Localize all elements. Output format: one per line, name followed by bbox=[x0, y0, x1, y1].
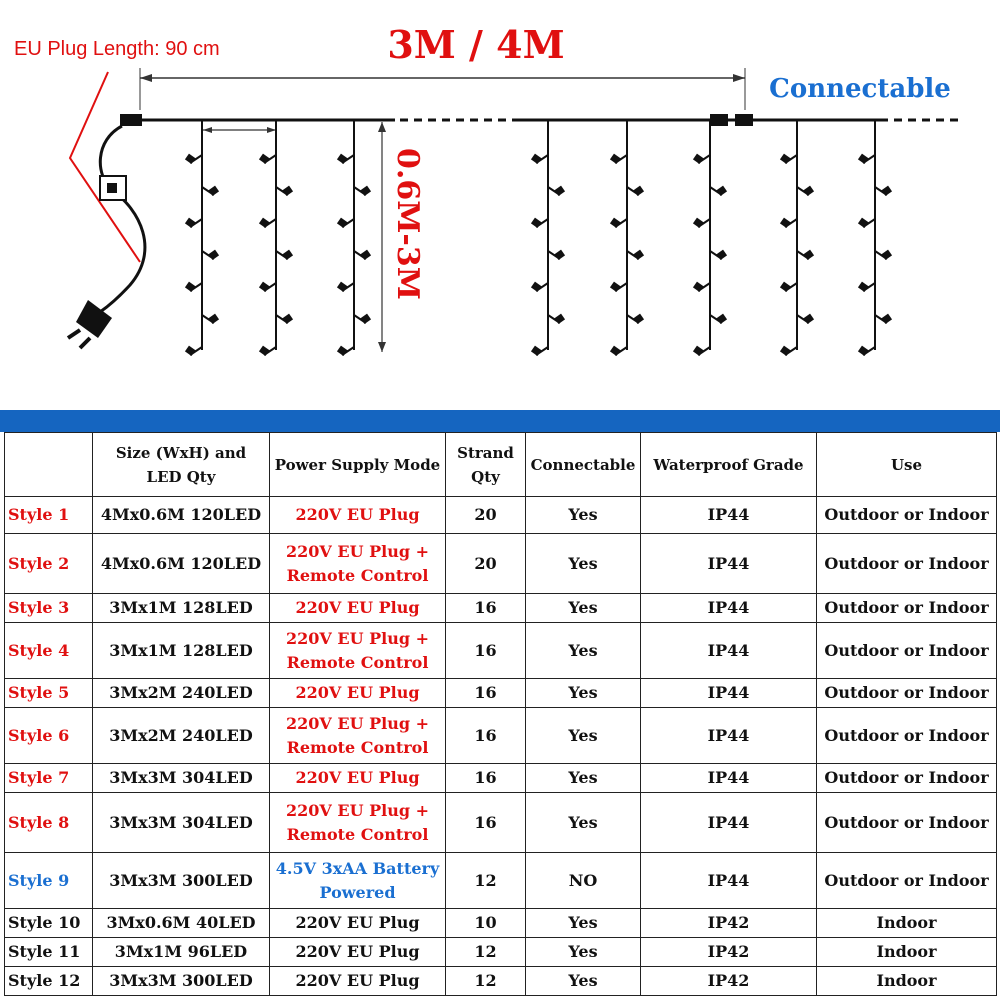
cell-grade: IP44 bbox=[641, 679, 817, 708]
cell-connectable: Yes bbox=[526, 937, 641, 966]
cell-power: 220V EU Plug + Remote Control bbox=[270, 623, 446, 679]
led-bulb-icon bbox=[208, 314, 219, 324]
cell-size: 3Mx3M 304LED bbox=[93, 764, 270, 793]
cell-style: Style 10 bbox=[5, 908, 93, 937]
cell-connectable: NO bbox=[526, 853, 641, 909]
spec-table bbox=[4, 432, 997, 996]
header-power: Power Supply Mode bbox=[270, 433, 446, 497]
icicle-light-diagram bbox=[0, 0, 1000, 410]
cell-style: Style 6 bbox=[5, 708, 93, 764]
header-use: Use bbox=[817, 433, 997, 497]
cell-strand: 16 bbox=[446, 793, 526, 853]
blue-divider-band bbox=[0, 410, 1000, 432]
cell-style: Style 12 bbox=[5, 966, 93, 995]
cell-size: 3Mx3M 300LED bbox=[93, 853, 270, 909]
plug-pointer-line bbox=[70, 72, 140, 262]
cell-style: Style 7 bbox=[5, 764, 93, 793]
cell-grade: IP44 bbox=[641, 623, 817, 679]
led-bulb-icon bbox=[337, 154, 348, 164]
cell-style: Style 2 bbox=[5, 534, 93, 594]
cell-strand: 12 bbox=[446, 937, 526, 966]
cell-style: Style 11 bbox=[5, 937, 93, 966]
cell-strand: 20 bbox=[446, 534, 526, 594]
cell-use: Outdoor or Indoor bbox=[817, 534, 997, 594]
cell-strand: 12 bbox=[446, 966, 526, 995]
table-row bbox=[5, 764, 997, 793]
led-bulb-icon bbox=[259, 346, 270, 356]
cell-use: Outdoor or Indoor bbox=[817, 679, 997, 708]
cell-power: 220V EU Plug + Remote Control bbox=[270, 793, 446, 853]
cell-connectable: Yes bbox=[526, 497, 641, 534]
cell-grade: IP44 bbox=[641, 708, 817, 764]
cell-size: 3Mx1M 128LED bbox=[93, 594, 270, 623]
cell-grade: IP44 bbox=[641, 793, 817, 853]
led-bulb-icon bbox=[803, 186, 814, 196]
cell-power: 220V EU Plug bbox=[270, 908, 446, 937]
table-row bbox=[5, 793, 997, 853]
cell-grade: IP42 bbox=[641, 908, 817, 937]
cell-strand: 12 bbox=[446, 853, 526, 909]
cell-connectable: Yes bbox=[526, 793, 641, 853]
led-bulb-icon bbox=[282, 186, 293, 196]
cell-style: Style 4 bbox=[5, 623, 93, 679]
header-strand: Strand Qty bbox=[446, 433, 526, 497]
table-row bbox=[5, 497, 997, 534]
cell-grade: IP44 bbox=[641, 497, 817, 534]
header-style bbox=[5, 433, 93, 497]
cell-power: 220V EU Plug bbox=[270, 497, 446, 534]
led-bulb-icon bbox=[858, 218, 869, 228]
cell-power: 220V EU Plug bbox=[270, 594, 446, 623]
led-bulb-icon bbox=[360, 186, 371, 196]
led-bulb-icon bbox=[693, 218, 704, 228]
led-bulb-icon bbox=[554, 250, 565, 260]
connectable-label: Connectable bbox=[769, 74, 951, 104]
led-bulb-icon bbox=[360, 314, 371, 324]
led-strands bbox=[185, 120, 892, 356]
led-bulb-icon bbox=[610, 282, 621, 292]
led-bulb-icon bbox=[633, 314, 644, 324]
cell-power: 4.5V 3xAA Battery Powered bbox=[270, 853, 446, 909]
header-size: Size (WxH) and LED Qty bbox=[93, 433, 270, 497]
cell-power: 220V EU Plug + Remote Control bbox=[270, 708, 446, 764]
led-bulb-icon bbox=[337, 282, 348, 292]
cell-style: Style 3 bbox=[5, 594, 93, 623]
cell-use: Indoor bbox=[817, 937, 997, 966]
cell-power: 220V EU Plug + Remote Control bbox=[270, 534, 446, 594]
led-bulb-icon bbox=[610, 218, 621, 228]
cell-size: 3Mx1M 96LED bbox=[93, 937, 270, 966]
table-header-row bbox=[5, 433, 997, 497]
table-row bbox=[5, 623, 997, 679]
cell-grade: IP42 bbox=[641, 937, 817, 966]
led-bulb-icon bbox=[531, 218, 542, 228]
cell-size: 3Mx2M 240LED bbox=[93, 708, 270, 764]
cell-connectable: Yes bbox=[526, 679, 641, 708]
cell-use: Outdoor or Indoor bbox=[817, 497, 997, 534]
cell-strand: 16 bbox=[446, 594, 526, 623]
cell-use: Outdoor or Indoor bbox=[817, 623, 997, 679]
cell-size: 3Mx2M 240LED bbox=[93, 679, 270, 708]
led-bulb-icon bbox=[633, 250, 644, 260]
cell-style: Style 5 bbox=[5, 679, 93, 708]
table-row bbox=[5, 594, 997, 623]
cell-grade: IP42 bbox=[641, 966, 817, 995]
led-bulb-icon bbox=[208, 250, 219, 260]
table-row bbox=[5, 908, 997, 937]
cell-power: 220V EU Plug bbox=[270, 966, 446, 995]
cell-connectable: Yes bbox=[526, 623, 641, 679]
cell-use: Outdoor or Indoor bbox=[817, 853, 997, 909]
height-label: 0.6M-3M bbox=[390, 148, 425, 300]
cell-strand: 16 bbox=[446, 708, 526, 764]
led-bulb-icon bbox=[554, 186, 565, 196]
table-row bbox=[5, 853, 997, 909]
led-bulb-icon bbox=[259, 218, 270, 228]
width-label: 3M / 4M bbox=[387, 22, 565, 67]
cell-size: 4Mx0.6M 120LED bbox=[93, 497, 270, 534]
led-bulb-icon bbox=[531, 346, 542, 356]
led-bulb-icon bbox=[858, 346, 869, 356]
cell-size: 3Mx3M 304LED bbox=[93, 793, 270, 853]
cell-strand: 16 bbox=[446, 764, 526, 793]
led-bulb-icon bbox=[282, 250, 293, 260]
table-row bbox=[5, 534, 997, 594]
cell-connectable: Yes bbox=[526, 966, 641, 995]
cell-grade: IP44 bbox=[641, 853, 817, 909]
led-bulb-icon bbox=[881, 250, 892, 260]
table-row bbox=[5, 679, 997, 708]
cell-power: 220V EU Plug bbox=[270, 679, 446, 708]
cell-connectable: Yes bbox=[526, 708, 641, 764]
cell-style: Style 9 bbox=[5, 853, 93, 909]
led-bulb-icon bbox=[259, 154, 270, 164]
cell-grade: IP44 bbox=[641, 534, 817, 594]
cell-size: 3Mx1M 128LED bbox=[93, 623, 270, 679]
cell-size: 3Mx0.6M 40LED bbox=[93, 908, 270, 937]
cell-style: Style 8 bbox=[5, 793, 93, 853]
led-bulb-icon bbox=[633, 186, 644, 196]
led-bulb-icon bbox=[693, 346, 704, 356]
led-bulb-icon bbox=[185, 346, 196, 356]
led-bulb-icon bbox=[716, 186, 727, 196]
connector-icon bbox=[710, 114, 728, 126]
cell-use: Outdoor or Indoor bbox=[817, 594, 997, 623]
cell-power: 220V EU Plug bbox=[270, 937, 446, 966]
led-bulb-icon bbox=[610, 154, 621, 164]
cell-strand: 16 bbox=[446, 679, 526, 708]
led-bulb-icon bbox=[610, 346, 621, 356]
header-grade: Waterproof Grade bbox=[641, 433, 817, 497]
led-bulb-icon bbox=[803, 250, 814, 260]
led-bulb-icon bbox=[716, 250, 727, 260]
plug-length-label: EU Plug Length: 90 cm bbox=[14, 38, 220, 60]
cell-use: Outdoor or Indoor bbox=[817, 708, 997, 764]
led-bulb-icon bbox=[693, 154, 704, 164]
led-bulb-icon bbox=[780, 154, 791, 164]
cell-strand: 20 bbox=[446, 497, 526, 534]
cell-strand: 16 bbox=[446, 623, 526, 679]
cell-use: Outdoor or Indoor bbox=[817, 764, 997, 793]
cell-size: 4Mx0.6M 120LED bbox=[93, 534, 270, 594]
led-bulb-icon bbox=[531, 154, 542, 164]
led-bulb-icon bbox=[780, 282, 791, 292]
led-bulb-icon bbox=[360, 250, 371, 260]
cell-grade: IP44 bbox=[641, 594, 817, 623]
led-bulb-icon bbox=[208, 186, 219, 196]
cell-connectable: Yes bbox=[526, 594, 641, 623]
cell-connectable: Yes bbox=[526, 534, 641, 594]
cell-size: 3Mx3M 300LED bbox=[93, 966, 270, 995]
led-bulb-icon bbox=[858, 154, 869, 164]
table-row bbox=[5, 966, 997, 995]
led-bulb-icon bbox=[716, 314, 727, 324]
led-bulb-icon bbox=[858, 282, 869, 292]
led-bulb-icon bbox=[337, 218, 348, 228]
cell-strand: 10 bbox=[446, 908, 526, 937]
led-bulb-icon bbox=[185, 282, 196, 292]
led-bulb-icon bbox=[803, 314, 814, 324]
led-bulb-icon bbox=[780, 346, 791, 356]
led-bulb-icon bbox=[185, 218, 196, 228]
cell-use: Indoor bbox=[817, 966, 997, 995]
led-bulb-icon bbox=[337, 346, 348, 356]
led-bulb-icon bbox=[881, 186, 892, 196]
table-row bbox=[5, 937, 997, 966]
cell-connectable: Yes bbox=[526, 908, 641, 937]
led-bulb-icon bbox=[693, 282, 704, 292]
led-bulb-icon bbox=[185, 154, 196, 164]
led-bulb-icon bbox=[780, 218, 791, 228]
table-row bbox=[5, 708, 997, 764]
led-bulb-icon bbox=[554, 314, 565, 324]
cell-use: Outdoor or Indoor bbox=[817, 793, 997, 853]
cell-power: 220V EU Plug bbox=[270, 764, 446, 793]
led-bulb-icon bbox=[531, 282, 542, 292]
led-bulb-icon bbox=[259, 282, 270, 292]
led-bulb-icon bbox=[881, 314, 892, 324]
cell-use: Indoor bbox=[817, 908, 997, 937]
cell-connectable: Yes bbox=[526, 764, 641, 793]
led-bulb-icon bbox=[282, 314, 293, 324]
cell-style: Style 1 bbox=[5, 497, 93, 534]
spec-table-container bbox=[4, 432, 996, 996]
cell-grade: IP44 bbox=[641, 764, 817, 793]
header-connectable: Connectable bbox=[526, 433, 641, 497]
